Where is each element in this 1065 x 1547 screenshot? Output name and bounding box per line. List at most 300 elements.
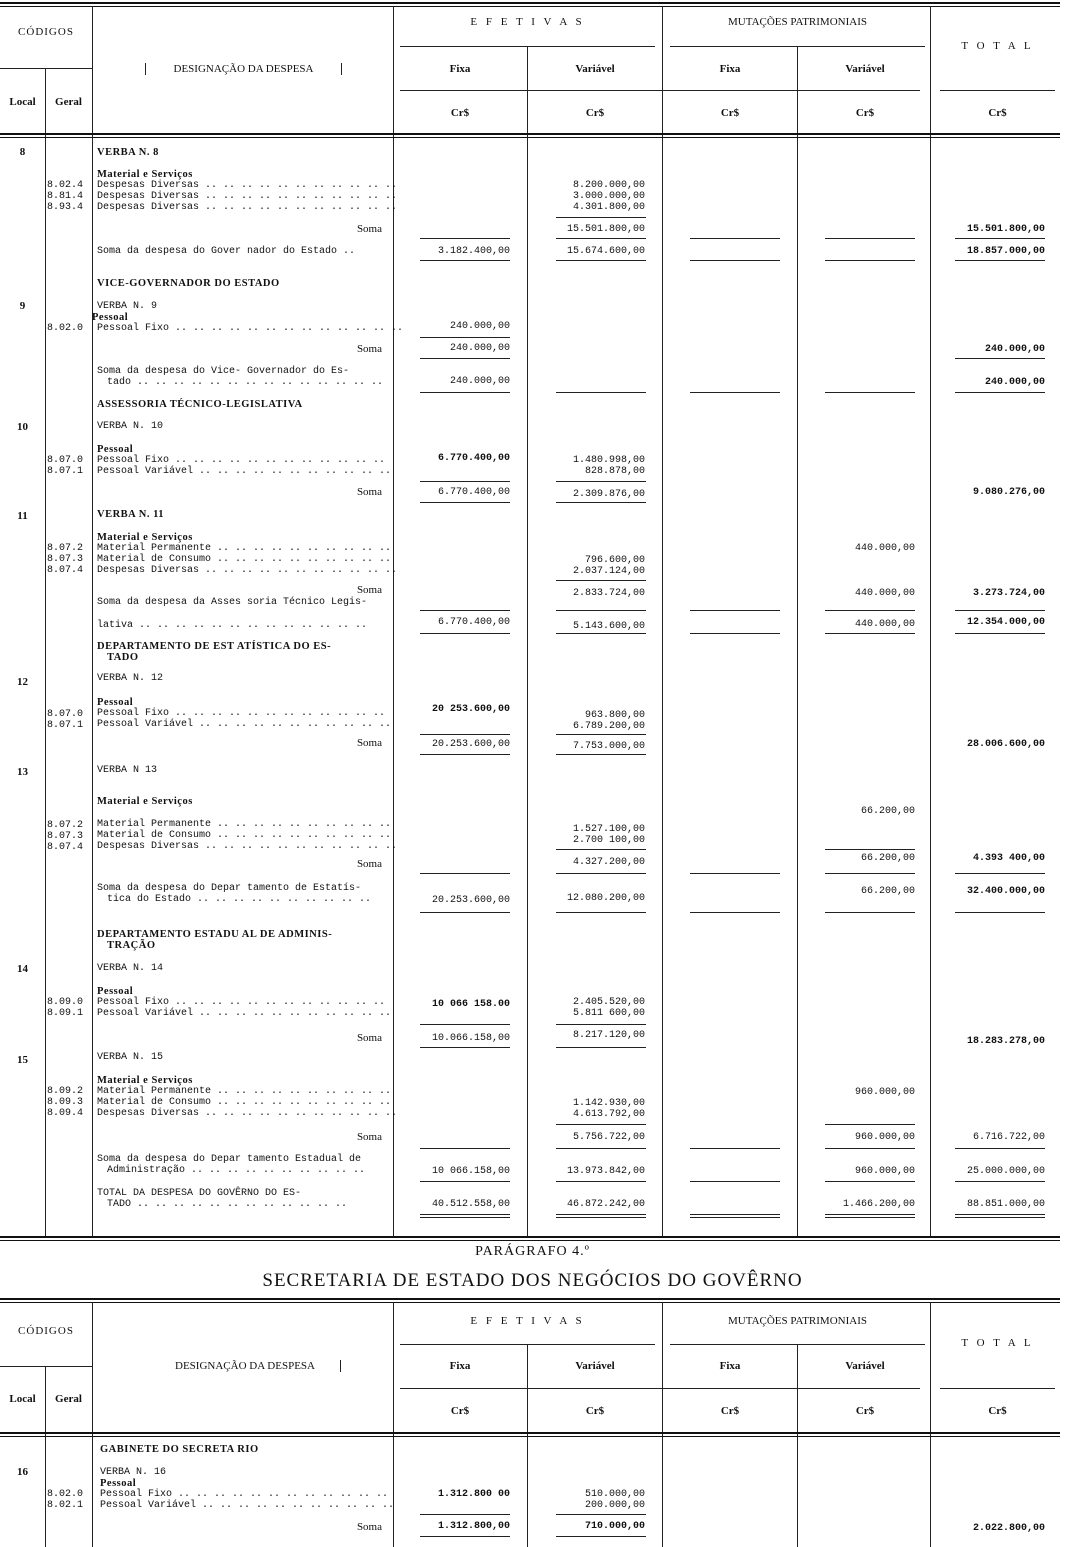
soma-value: 2.833.724,00 [572,588,645,599]
underline [825,260,915,261]
value: 3.000.000,00 [572,191,645,202]
total-ef: 40.512.558,00 [431,1199,510,1210]
verba-title: VERBA N. 14 [97,963,164,974]
underline [955,1217,1045,1218]
value: 4.613.792,00 [572,1109,645,1120]
value: 1.142.930,00 [572,1098,645,1109]
underline [690,1181,780,1182]
local-10: 10 [17,421,28,433]
value: 440.000,00 [854,543,915,554]
hdr-cr-2: Cr$ [585,1405,605,1417]
verba-title: VERBA N 13 [97,765,158,776]
section-title-2: TRAÇÃO [107,940,156,951]
soma-total: 2.022.800,00 [972,1523,1045,1534]
desc: Despesas Diversas .. .. .. .. .. .. .. .. .. .. .. [97,841,398,852]
soma-value: 5.756.722,00 [572,1132,645,1143]
col-line-local [45,68,46,1238]
hdr-cr-3: Cr$ [720,1405,740,1417]
underline [955,238,1045,239]
underline [556,849,646,850]
underline [556,1124,646,1125]
underline [955,912,1045,913]
value: 510.000,00 [584,1489,645,1500]
soma-label: Soma [356,486,382,498]
code: 8.09.2 [47,1086,84,1097]
local-16: 16 [17,1466,28,1478]
group: Pessoal [97,986,134,997]
soma-value: 66.200,00 [860,886,915,897]
hdr-rule-efetivas [400,46,655,47]
underline [690,610,780,611]
table2-top-rule [0,1298,1060,1303]
desc: Material Permanente .. .. .. .. .. .. .. .. .. .. [97,1086,392,1097]
underline [690,633,780,634]
desc: Material de Consumo .. .. .. .. .. .. .. .. .. .. [97,830,392,841]
underline [825,1181,915,1182]
group: Pessoal [97,444,134,455]
value: 240.000,00 [449,321,510,332]
underline [955,260,1045,261]
section-title: GABINETE DO SECRETA RIO [100,1444,259,1455]
group: Material e Serviços [97,532,193,543]
desc: Material de Consumo .. .. .. .. .. .. .. .. .. .. [97,1097,392,1108]
desc: Pessoal Fixo .. .. .. .. .. .. .. .. .. .. .. .. [100,1489,389,1500]
underline [556,1536,646,1537]
underline [420,1047,510,1048]
soma-desc-2: tica do Estado .. .. .. .. .. .. .. .. .. .. [107,894,372,905]
underline [420,633,510,634]
code: 8.07.1 [47,720,84,731]
total-total: 88.851.000,00 [966,1199,1045,1210]
code: 8.07.3 [47,554,84,565]
underline [420,1536,510,1537]
underline [556,633,646,634]
underline [556,1024,646,1025]
hdr-rule-sub-total [940,1388,1055,1389]
underline [556,1217,646,1218]
value: 4.301.800,00 [572,202,645,213]
soma-value: 240.000,00 [449,376,510,387]
desc: Material Permanente .. .. .. .. .. .. .. .. .. .. [97,819,392,830]
hdr-efetivas: E F E T I V A S [470,1315,585,1327]
hdr-rule-mutacoes [670,46,925,47]
underline [825,238,915,239]
hdr-bottom-rule [0,133,1060,138]
soma-label: Soma [356,1032,382,1044]
value: 1.527.100,00 [572,824,645,835]
soma-total: 240.000,00 [984,344,1045,355]
underline [556,1181,646,1182]
verba-8-title: VERBA N. 8 [97,147,159,158]
hdr-mutacoes: MUTAÇÕES PATRIMONIAIS [728,1315,867,1327]
underline [955,610,1045,611]
soma-value: 1.312.800,00 [437,1521,510,1532]
underline [556,392,646,393]
soma-value: 12.080.200,00 [566,893,645,904]
code: 8.07.0 [47,455,84,466]
hdr-efetivas: E F E T I V A S [470,16,585,28]
soma-value: 10.066.158,00 [431,1033,510,1044]
underline [825,1148,915,1149]
underline [556,260,646,261]
underline [955,1148,1045,1149]
soma-value: 2.309.876,00 [572,489,645,500]
underline [420,1514,510,1515]
hdr-geral: Geral [55,1393,82,1405]
hdr-local: Local [9,1393,36,1405]
local-12: 12 [17,676,28,688]
hdr-bottom-rule [0,1432,1060,1437]
soma-value: 13.973.842,00 [566,1166,645,1177]
soma-value: 8.217.120,00 [572,1030,645,1041]
underline [825,392,915,393]
soma-desc-2: tado .. .. .. .. .. .. .. .. .. .. .. .. .. .. [107,377,384,388]
value: 2.405.520,00 [572,997,645,1008]
paragrafo-heading: PARÁGRAFO 4.º [475,1244,590,1259]
desc: Pessoal Variável .. .. .. .. .. .. .. .. .. .. .. [100,1500,395,1511]
col-line-var [662,6,663,1238]
group: Pessoal [100,1478,137,1489]
soma-desc-2: lativa .. .. .. .. .. .. .. .. .. .. .. .. .. [97,620,368,631]
soma-value: 20.253.600,00 [431,739,510,750]
underline [556,1148,646,1149]
underline [556,734,646,735]
hdr-variavel: Variável [575,63,615,75]
underline [556,580,646,581]
underline [420,481,510,482]
soma-desc-2: Administração .. .. .. .. .. .. .. .. .. .. [107,1165,366,1176]
soma-value: 710.000,00 [584,1521,645,1532]
value: 20 253.600,00 [431,704,510,715]
soma-value: 240.000,00 [449,343,510,354]
section-title: ASSESSORIA TÉCNICO-LEGISLATIVA [97,399,303,410]
value: 6.770.400,00 [437,453,510,464]
hdr-rule-codigos [0,68,92,69]
underline [556,1047,646,1048]
underline [420,912,510,913]
col-line-geral [92,6,93,1238]
code: 8.09.4 [47,1108,84,1119]
underline [420,392,510,393]
total-mv: 1.466.200,00 [842,1199,915,1210]
soma-label: Soma [356,223,382,235]
underline [420,260,510,261]
group: Material e Serviços [97,1075,193,1086]
underline [420,873,510,874]
value: 828.878,00 [584,466,645,477]
code: 8.02.0 [47,323,84,334]
verba-title: VERBA N. 11 [97,509,165,520]
hdr-total: T O T A L [961,40,1034,52]
code: 8.09.3 [47,1097,84,1108]
soma-gov-total: 18.857.000,00 [966,246,1045,257]
underline [825,1217,915,1218]
section-title-2: TADO [107,652,139,663]
soma-value: 440.000,00 [854,588,915,599]
local-11: 11 [17,510,28,522]
underline [825,873,915,874]
col-line-geral [92,1302,93,1547]
value: 1.480.998,00 [572,455,645,466]
code: 8.07.0 [47,709,84,720]
local-8: 8 [19,146,26,158]
underline [420,337,510,338]
underline [955,1214,1045,1215]
soma-total: 12.354.000,00 [966,617,1045,628]
underline [690,260,780,261]
hdr-rule-sub [400,90,920,91]
verba-title: VERBA N. 16 [100,1467,167,1478]
local-13: 13 [17,766,28,778]
section-title-1: DEPARTAMENTO DE EST ATÍSTICA DO ES- [97,641,332,652]
code: 8.07.4 [47,565,84,576]
soma-value: 15.501.800,00 [566,224,645,235]
hdr-designacao: DESIGNAÇÃO DA DESPESA [150,1360,341,1372]
hdr-rule-mutacoes [670,1344,925,1345]
value: 2.037.124,00 [572,566,645,577]
desc: Pessoal Fixo .. .. .. .. .. .. .. .. .. .. .. .. [97,997,386,1008]
verba-8-group: Material e Serviços [97,169,193,180]
underline [420,238,510,239]
code: 8.02.4 [47,180,84,191]
value: 960.000,00 [854,1087,915,1098]
col-line-mvar [930,1302,931,1547]
hdr-variavel: Variável [575,1360,615,1372]
desc: Despesas Diversas .. .. .. .. .. .. .. .. .. .. .. [97,1108,398,1119]
hdr-mvariavel: Variável [845,1360,885,1372]
soma-label: Soma [356,858,382,870]
desc: Pessoal Variável .. .. .. .. .. .. .. .. .. .. .. [97,466,392,477]
soma-value: 20.253.600,00 [431,895,510,906]
underline [420,1024,510,1025]
soma-desc-1: Soma da despesa do Depar tamento Estadual de [97,1154,362,1165]
code: 8.81.4 [47,191,84,202]
soma-value: 4.327.200,00 [572,857,645,868]
value: 6.789.200,00 [572,721,645,732]
value: 8.200.000,00 [572,180,645,191]
hdr-total: T O T A L [961,1337,1034,1349]
desc: Pessoal Fixo .. .. .. .. .. .. .. .. .. .. .. .. [97,455,386,466]
hdr-fixa: Fixa [449,1360,471,1372]
soma-gov-ev: 15.674.600,00 [566,246,645,257]
code: 8.09.1 [47,1008,84,1019]
hdr-cr-2: Cr$ [585,107,605,119]
hdr-mfixa: Fixa [719,63,741,75]
group: Pessoal [97,697,134,708]
soma-label: Soma [356,1521,382,1533]
underline [420,358,510,359]
col-line-mvar [930,6,931,1238]
value: 200.000,00 [584,1500,645,1511]
hdr-codigos: CÓDIGOS [18,26,74,38]
local-14: 14 [17,963,28,975]
hdr-fixa: Fixa [449,63,471,75]
code: 8.07.1 [47,466,84,477]
hdr-cr-5: Cr$ [988,107,1007,119]
soma-total: 18.283.278,00 [966,1036,1045,1047]
soma-value: 6.770.400,00 [437,617,510,628]
hdr-mvariavel: Variável [845,63,885,75]
underline [420,1217,510,1218]
underline [690,912,780,913]
underline [825,1214,915,1215]
soma-total: 4.393 400,00 [972,853,1045,864]
underline [420,1181,510,1182]
underline [690,1214,780,1215]
underline [556,912,646,913]
hdr-cr-4: Cr$ [855,1405,875,1417]
code: 8.07.3 [47,831,84,842]
hdr-rule-sub-total [940,90,1055,91]
underline [556,502,646,503]
underline [556,238,646,239]
value: 10 066 158.00 [431,999,510,1010]
code: 8.07.2 [47,543,84,554]
soma-value: 10 066.158,00 [431,1166,510,1177]
code: 8.09.0 [47,997,84,1008]
desc: Material de Consumo .. .. .. .. .. .. .. .. .. .. [97,554,392,565]
desc: Despesas Diversas .. .. .. .. .. .. .. .. .. .. .. [97,202,398,213]
section-title: VICE-GOVERNADOR DO ESTADO [97,278,280,289]
underline [825,1124,915,1125]
hdr-rule-codigos [0,1366,92,1367]
col-line-mfixa [797,1344,798,1547]
underline [556,217,646,218]
underline [556,610,646,611]
soma-total: 6.716.722,00 [972,1132,1045,1143]
soma-total: 15.501.800,00 [966,224,1045,235]
underline [420,1148,510,1149]
desc: Despesas Diversas .. .. .. .. .. .. .. .. .. .. .. [97,565,398,576]
underline [690,1148,780,1149]
desc: Pessoal Variável .. .. .. .. .. .. .. .. .. .. .. [97,1008,392,1019]
underline [420,734,510,735]
hdr-rule-sub [400,1388,920,1389]
underline [825,610,915,611]
top-rule [0,2,1060,7]
soma-desc-1: Soma da despesa do Vice- Governador do Es- [97,366,350,377]
soma-value: 960.000,00 [854,1132,915,1143]
underline [955,633,1045,634]
underline [825,912,915,913]
soma-total: 9.080.276,00 [972,487,1045,498]
value: 796.600,00 [584,555,645,566]
desc: Pessoal Fixo .. .. .. .. .. .. .. .. .. .. .. .. .. [97,323,404,334]
code: 8.02.0 [47,1489,84,1500]
soma-gov-desc: Soma da despesa do Gover nador do Estado .. [97,246,356,257]
soma-value: 6.770.400,00 [437,487,510,498]
underline [420,754,510,755]
hdr-designacao: DESIGNAÇÃO DA DESPESA [145,63,342,75]
soma-label: Soma [356,1131,382,1143]
underline [690,1217,780,1218]
underline [955,358,1045,359]
col-line-mfixa [797,46,798,1238]
local-9: 9 [19,300,26,312]
col-line-fixa [527,1344,528,1547]
underline [420,502,510,503]
soma-value: 5.143.600,00 [572,621,645,632]
hdr-codigos: CÓDIGOS [18,1325,74,1337]
col-line-var [662,1302,663,1547]
group: Pessoal [92,312,129,323]
hdr-mutacoes: MUTAÇÕES PATRIMONIAIS [728,16,867,28]
verba-title: VERBA N. 12 [97,673,164,684]
soma-value: 440.000,00 [854,619,915,630]
verba-title: VERBA N. 9 [97,301,158,312]
underline [420,1214,510,1215]
desc: Pessoal Variável .. .. .. .. .. .. .. .. .. .. .. [97,719,392,730]
value: 5.811 600,00 [572,1008,645,1019]
underline [825,849,915,850]
soma-total: 32.400.000,00 [966,886,1045,897]
soma-total: 240.000,00 [984,377,1045,388]
hdr-geral: Geral [55,96,82,108]
underline [955,392,1045,393]
col-line-fixa [527,46,528,1238]
underline [556,1514,646,1515]
underline [955,1181,1045,1182]
hdr-cr-3: Cr$ [720,107,740,119]
table1-bottom-rule [0,1236,1060,1241]
desc: Material Permanente .. .. .. .. .. .. .. .. .. .. [97,543,392,554]
total-desc-2: TADO .. .. .. .. .. .. .. .. .. .. .. .. [107,1199,348,1210]
value: 1.312.800 00 [437,1489,510,1500]
soma-value: 960.000,00 [854,1166,915,1177]
code: 8.93.4 [47,202,84,213]
value: 2.700 100,00 [572,835,645,846]
underline [556,754,646,755]
underline [825,633,915,634]
soma-label: Soma [356,584,382,596]
soma-desc-1: Soma da despesa da Asses soria Técnico Legis- [97,597,368,608]
hdr-cr-1: Cr$ [450,107,470,119]
verba-title: VERBA N. 10 [97,421,164,432]
desc: Despesas Diversas .. .. .. .. .. .. .. .. .. .. .. [97,180,398,191]
hdr-mfixa: Fixa [719,1360,741,1372]
group: Material e Serviços [97,796,193,807]
hdr-cr-1: Cr$ [450,1405,470,1417]
underline [556,873,646,874]
code: 8.07.4 [47,842,84,853]
value: 66.200,00 [860,806,915,817]
total-ev: 46.872.242,00 [566,1199,645,1210]
total-desc-1: TOTAL DA DESPESA DO GOVÊRNO DO ES- [97,1188,302,1199]
hdr-local: Local [9,96,36,108]
desc: Despesas Diversas .. .. .. .. .. .. .. .. .. .. .. [97,191,398,202]
secretaria-heading: SECRETARIA DE ESTADO DOS NEGÓCIOS DO GOVÊRNO [262,1270,803,1291]
soma-label: Soma [356,343,382,355]
hdr-rule-efetivas [400,1344,655,1345]
underline [556,481,646,482]
code: 8.07.2 [47,820,84,831]
underline [955,873,1045,874]
soma-value: 7.753.000,00 [572,741,645,752]
code: 8.02.1 [47,1500,84,1511]
soma-desc-1: Soma da despesa do Depar tamento de Estatís- [97,883,362,894]
section-title-1: DEPARTAMENTO ESTADU AL DE ADMINIS- [97,929,333,940]
underline [690,873,780,874]
hdr-cr-4: Cr$ [855,107,875,119]
local-15: 15 [17,1054,28,1066]
desc: Pessoal Fixo .. .. .. .. .. .. .. .. .. .. .. .. [97,708,386,719]
soma-total: 28.006.600,00 [966,739,1045,750]
value: 963.800,00 [584,710,645,721]
underline [556,1214,646,1215]
soma-total: 3.273.724,00 [972,588,1045,599]
soma-label: Soma [356,737,382,749]
verba-title: VERBA N. 15 [97,1052,164,1063]
